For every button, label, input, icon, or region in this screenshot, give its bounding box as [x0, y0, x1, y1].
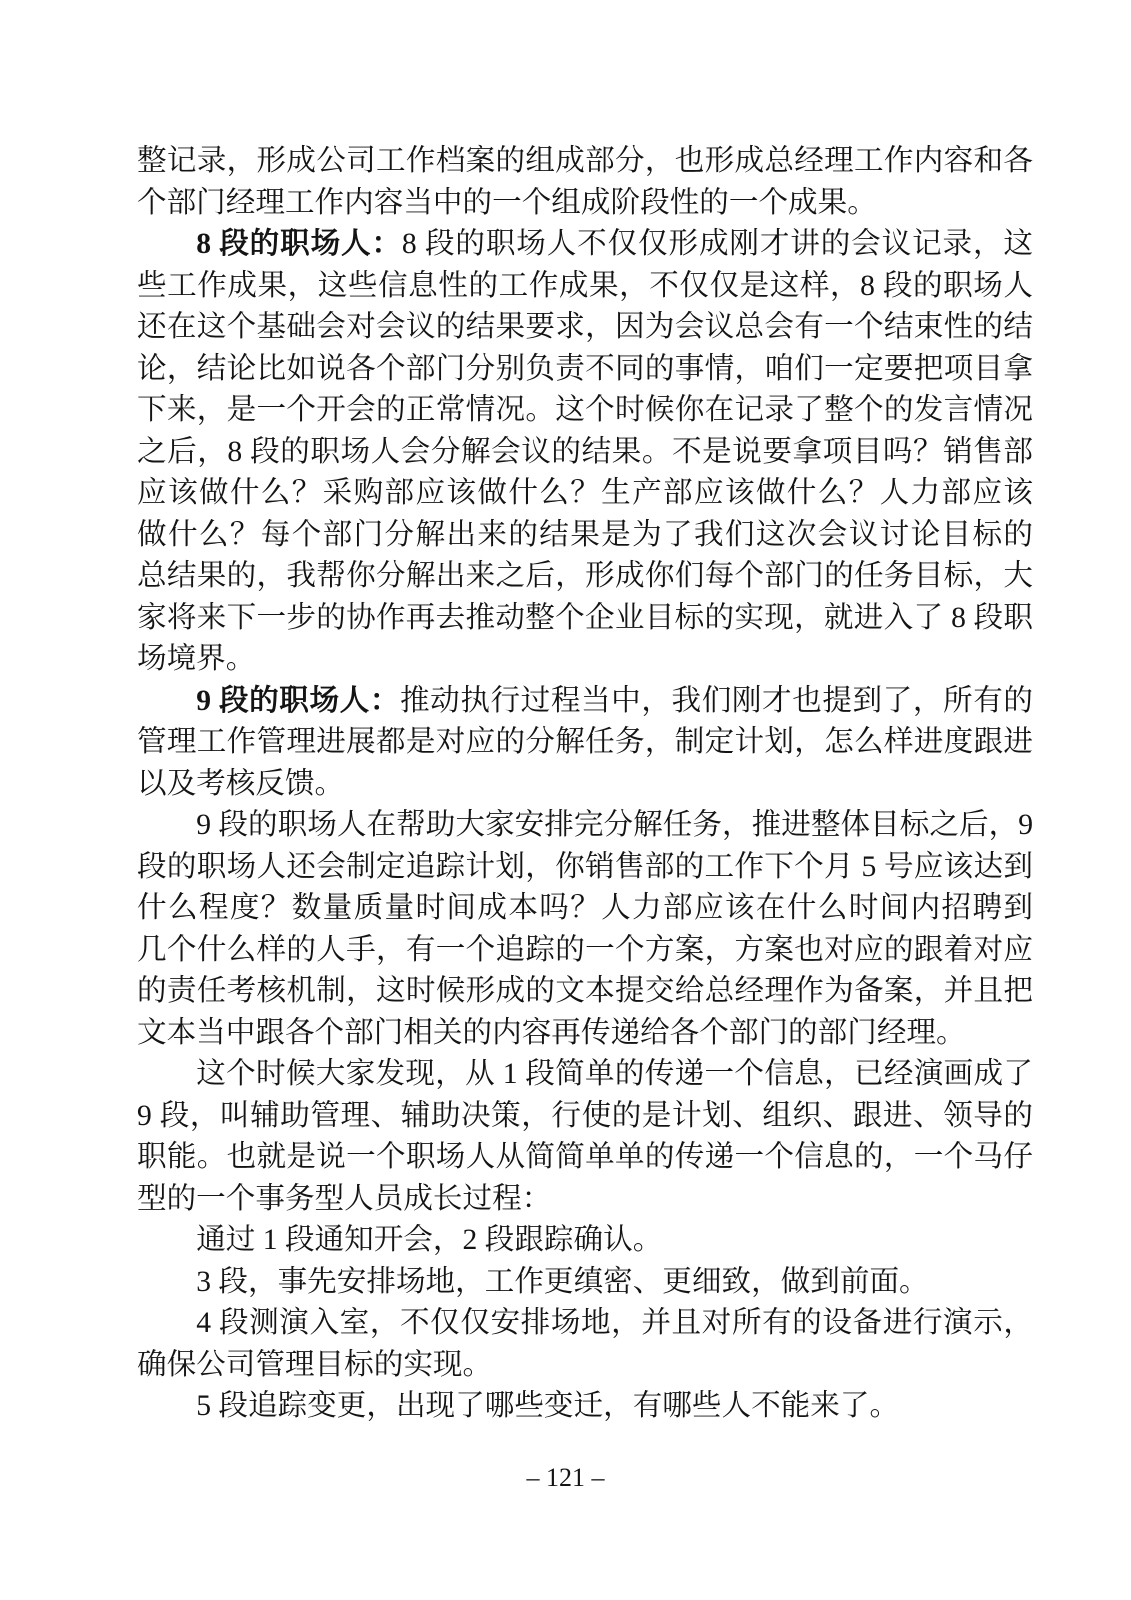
text-line [137, 1013, 1033, 1055]
text-line [137, 971, 1033, 1013]
text-run: 以及考核反馈。 [137, 767, 345, 800]
page-number: – 121 – [526, 1463, 605, 1492]
text-run: 论，结论比如说各个部门分别负责不同的事情，咱们一定要把项目拿 [137, 352, 1033, 385]
page-footer [0, 1462, 1131, 1494]
text-line [137, 639, 1033, 681]
text-line [137, 1386, 1033, 1428]
text-run: 通过 1 段通知开会，2 段跟踪确认。 [196, 1224, 663, 1256]
text-run: 9 段，叫辅助管理、辅助决策，行使的是计划、组织、跟进、领导的 [137, 1099, 1033, 1132]
text-line [137, 1054, 1033, 1096]
text-line [137, 1303, 1033, 1345]
text-run: 总结果的，我帮你分解出来之后，形成你们每个部门的任务目标，大 [137, 560, 1033, 592]
text-line [137, 805, 1033, 847]
text-run: 家将来下一步的协作再去推动整个企业目标的实现，就进入了 8 段职 [137, 601, 1033, 634]
text-run: 做什么？每个部门分解出来的结果是为了我们这次会议讨论目标的 [137, 518, 1033, 551]
text-run: 还在这个基础会对会议的结果要求，因为会议总会有一个结束性的结 [137, 311, 1033, 343]
text-run: 场境界。 [137, 643, 256, 675]
bold-heading-run: 8 段的职场人： [196, 228, 402, 260]
text-line [137, 141, 1033, 183]
text-line [137, 1137, 1033, 1179]
text-run: 的责任考核机制，这时候形成的文本提交给总经理作为备案，并且把 [137, 975, 1033, 1007]
text-line [137, 432, 1033, 474]
text-run: 段的职场人还会制定追踪计划，你销售部的工作下个月 5 号应该达到 [137, 850, 1033, 883]
text-run: 应该做什么？采购部应该做什么？生产部应该做什么？人力部应该 [137, 477, 1033, 509]
text-line [137, 764, 1033, 806]
text-line [137, 183, 1033, 225]
text-run: 9 段的职场人在帮助大家安排完分解任务，推进整体目标之后，9 [196, 809, 1033, 841]
text-line [137, 266, 1033, 308]
text-line [137, 1096, 1033, 1138]
text-line [137, 307, 1033, 349]
text-run: 5 段追踪变更，出现了哪些变迁，有哪些人不能来了。 [196, 1390, 900, 1422]
text-run: 这个时候大家发现，从 1 段简单的传递一个信息，已经演画成了 [196, 1058, 1033, 1090]
text-run: 个部门经理工作内容当中的一个组成阶段性的一个成果。 [137, 186, 877, 219]
page-body-text [137, 141, 1033, 1428]
bold-heading-run: 9 段的职场人： [196, 684, 400, 717]
text-run: 些工作成果，这些信息性的工作成果，不仅仅是这样，8 段的职场人 [137, 269, 1033, 302]
text-run: 8 段的职场人不仅仅形成刚才讲的会议记录，这 [401, 228, 1033, 260]
text-line [137, 1345, 1033, 1387]
text-run: 管理工作管理进展都是对应的分解任务，制定计划，怎么样进度跟进 [137, 726, 1033, 758]
text-run: 几个什么样的人手，有一个追踪的一个方案，方案也对应的跟着对应 [137, 933, 1033, 966]
text-line [137, 1179, 1033, 1221]
text-line [137, 930, 1033, 972]
text-line [137, 473, 1033, 515]
text-line [137, 556, 1033, 598]
text-run: 下来，是一个开会的正常情况。这个时候你在记录了整个的发言情况 [137, 394, 1033, 426]
text-run: 整记录，形成公司工作档案的组成部分，也形成总经理工作内容和各 [137, 145, 1033, 177]
text-line [137, 1220, 1033, 1262]
text-run: 型的一个事务型人员成长过程： [137, 1182, 552, 1215]
text-run: 4 段测演入室，不仅仅安排场地，并且对所有的设备进行演示， [196, 1307, 1033, 1339]
text-line [137, 1262, 1033, 1304]
text-line [137, 722, 1033, 764]
text-line [137, 598, 1033, 640]
text-line [137, 515, 1033, 557]
text-line [137, 681, 1033, 723]
text-line [137, 390, 1033, 432]
text-line [137, 349, 1033, 391]
text-run: 文本当中跟各个部门相关的内容再传递给各个部门的部门经理。 [137, 1016, 966, 1049]
text-line [137, 888, 1033, 930]
text-run: 之后，8 段的职场人会分解会议的结果。不是说要拿项目吗？销售部 [137, 435, 1033, 468]
text-run: 职能。也就是说一个职场人从简简单单的传递一个信息的，一个马仔 [137, 1141, 1033, 1173]
text-run: 推动执行过程当中，我们刚才也提到了，所有的 [399, 684, 1033, 717]
text-line [137, 847, 1033, 889]
text-run: 什么程度？数量质量时间成本吗？人力部应该在什么时间内招聘到 [137, 892, 1033, 924]
text-line [137, 224, 1033, 266]
text-run: 确保公司管理目标的实现。 [137, 1348, 493, 1381]
text-run: 3 段，事先安排场地，工作更缜密、更细致，做到前面。 [196, 1265, 929, 1298]
